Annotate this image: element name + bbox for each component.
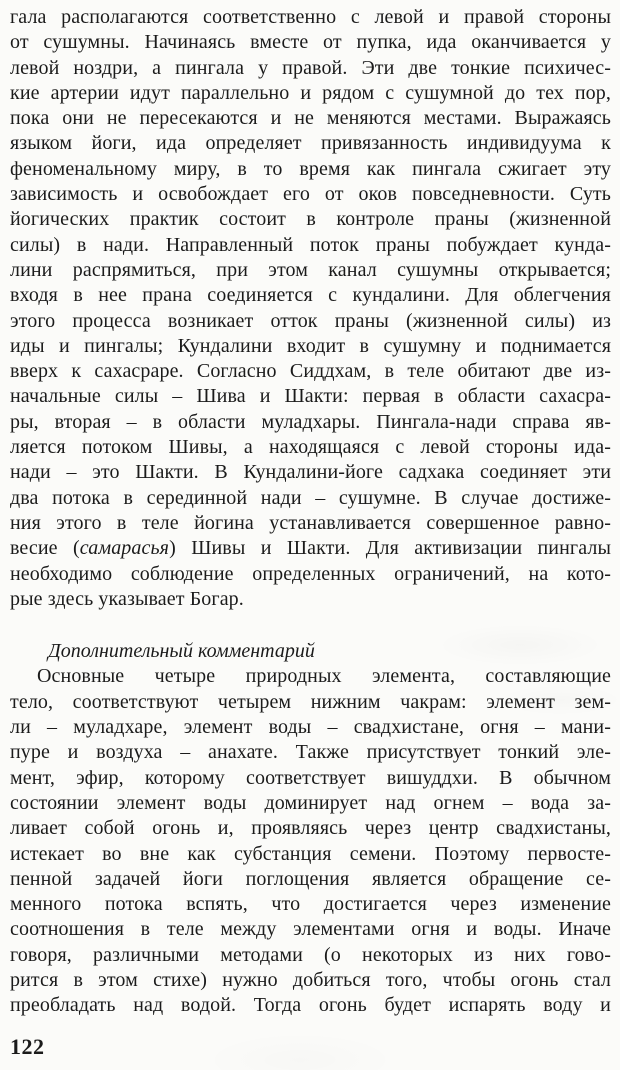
text-line: зависимость и освобождает его от оков повседневности. Суть	[10, 183, 611, 206]
text-line: истекает во вне как субстанция семени. Поэтому первосте-	[10, 842, 611, 865]
page-number: 122	[10, 1033, 45, 1059]
paragraph-continuation	[10, 5, 611, 612]
text-line: соотношения в теле между элементами огня и воды. Иначе	[10, 918, 611, 941]
text-line: левой ноздри, а пингала у правой. Эти две тонкие психичес-	[10, 56, 611, 79]
text-line: Основные четыре природных элемента, составляющие	[37, 665, 611, 688]
italic-term: самарасья	[79, 537, 170, 560]
text-line: пуре и воздуха – анахате. Также присутствует тонкий эле-	[10, 741, 611, 764]
text-line: начальные силы – Шива и Шакти: первая в области сахасра-	[10, 385, 611, 408]
text-line: ли – муладхаре, элемент воды – свадхистане, огня – мани-	[10, 716, 611, 739]
text-line: необходимо соблюдение определенных ограничений, на кото-	[10, 562, 611, 585]
text-line: иды и пингалы; Кундалини входит в сушумну и поднимается	[10, 334, 611, 357]
text-line: силы) в нади. Направленный поток праны побуждает кунда-	[10, 233, 611, 256]
text-line: ния этого в теле йогина устанавливается совершенное равно-	[10, 511, 611, 534]
text-line: пенной задачей йоги поглощения является обращение се-	[10, 867, 611, 890]
section-heading: Дополнительный комментарий	[48, 640, 315, 663]
paragraph-commentary	[10, 664, 611, 1018]
text-segment: весие (	[10, 537, 80, 560]
text-line: феноменальному миру, в то время как пингала сжигает эту	[10, 157, 611, 180]
text-line: тело, соответствуют четырем нижним чакрам: элемент зем-	[10, 690, 611, 713]
text-line: мент, эфир, которому соответствует вишуддхи. В обычном	[10, 766, 611, 789]
text-line: этого процесса возникает отток праны (жизненной силы) из	[10, 309, 611, 332]
text-line: ливает собой огонь и, проявляясь через центр свадхистаны,	[10, 817, 611, 840]
text-line: преобладать над водой. Тогда огонь будет испарять воду и	[10, 994, 611, 1017]
text-line: гала располагаются соответственно с левой и правой стороны	[10, 6, 611, 28]
text-line: рится в этом стихе) нужно добиться того, чтобы огонь стал	[10, 968, 611, 991]
text-segment: ) Шивы и Шакти. Для активизации пингалы	[169, 537, 611, 560]
text-line: вверх к сахасраре. Согласно Сиддхам, в теле обитают две из-	[10, 360, 611, 383]
text-line: ляется потоком Шивы, а находящаяся с левой стороны ида-	[10, 436, 611, 459]
text-line: от сушумны. Начинаясь вместе от пупка, ида оканчивается у	[10, 31, 611, 54]
text-line: йогических практик состоит в контроле праны (жизненной	[10, 208, 611, 231]
text-line: нади – это Шакти. В Кундалини-йоге садхака соединяет эти	[10, 461, 611, 484]
text-line: говоря, различными методами (о некоторых из них гово-	[10, 943, 611, 966]
text-line: входя в нее прана соединяется с кундалини. Для облегчения	[10, 284, 611, 307]
text-line: кие артерии идут параллельно и рядом с сушумной до тех пор,	[10, 81, 611, 104]
text-line: лини распрямиться, при этом канал сушумны открывается;	[10, 258, 611, 281]
text-line: два потока в серединной нади – сушумне. В случае достиже-	[10, 486, 611, 509]
text-line	[10, 536, 611, 561]
text-line: состоянии элемент воды доминирует над огнем – вода за-	[10, 791, 611, 814]
text-column	[10, 5, 611, 1060]
text-line: рые здесь указывает Богар.	[10, 587, 244, 610]
text-line: менного потока вспять, что достигается через изменение	[10, 893, 611, 916]
text-line: языком йоги, ида определяет привязанность индивидуума к	[10, 132, 611, 155]
text-line: ры, вторая – в области муладхары. Пингала-нади справа яв-	[10, 410, 611, 433]
text-line: пока они не пересекаются и не меняются местами. Выражаясь	[10, 107, 611, 130]
